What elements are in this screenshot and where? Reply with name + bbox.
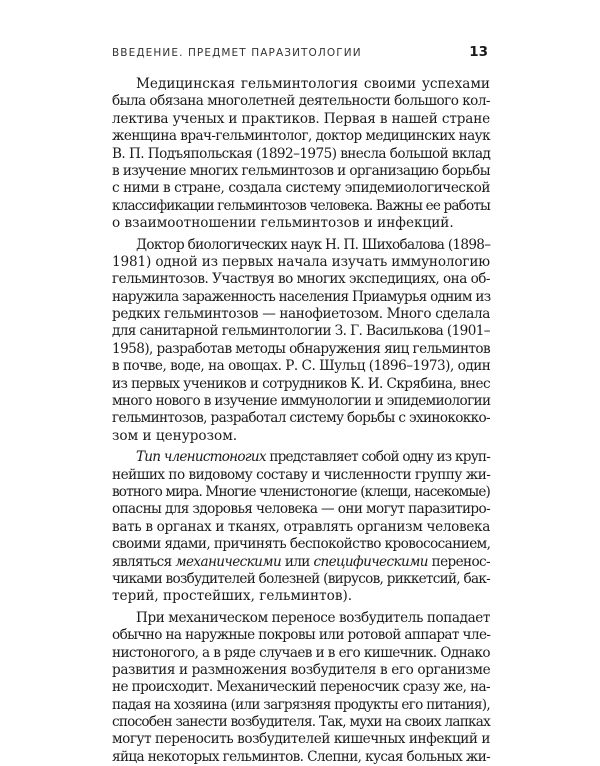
italic-term: специфическими [313,553,428,570]
text-run: перенос- [427,553,490,570]
text-line [112,467,490,484]
text-run: лектива ученых и практиков. Первая в нашей стране [112,110,490,127]
text-line [112,714,490,731]
text-line [112,215,490,232]
text-run: с ними в стране, создала систему эпидемиологической [112,180,490,197]
text-line [112,554,490,571]
text-line [112,588,490,605]
text-line [112,662,490,679]
body-text [112,76,490,766]
text-run: развития и размножения возбудителя в его организме [112,661,491,678]
text-run: женщина врач-гельминтолог, доктор медицинских наук [112,128,490,145]
text-line [112,449,490,466]
text-run: терий, простейших, гельминтов). [112,588,353,605]
text-run: падая на хозяина (или загрязняя продукты его питания), [112,696,490,713]
text-line [112,610,490,627]
text-line [112,93,490,110]
italic-term: механическими [175,553,282,570]
text-line [112,163,490,180]
text-line [112,289,490,306]
text-run: редких гельминтозов — нанофиетозом. Много сделала [112,306,490,323]
page-number: 13 [469,44,488,60]
paragraph [112,449,490,606]
text-line [112,111,490,128]
text-run: 1981) одной из первых начала изучать иммунологию [112,253,490,270]
text-run: способен занести возбудителя. Так, мухи на своих лапках [112,714,490,731]
text-run: или [281,553,314,570]
text-line [112,341,490,358]
text-line [112,146,490,163]
text-line [112,410,490,427]
paragraph [112,610,490,766]
text-line [112,237,490,254]
text-line [112,271,490,288]
text-run: в почве, воде, на овощах. Р. С. Шульц (1896–1973), один [112,358,491,375]
text-line [112,254,490,271]
text-run: опасны для здоровья человека — они могут паразитиро- [112,501,491,518]
text-run: классификации гельминтозов человека. Важны ее работы [112,197,490,214]
text-line [112,393,490,410]
text-run: При механическом переносе возбудитель попадает [136,609,490,626]
text-run: обычно на наружные покровы или ротовой аппарат чле- [112,627,491,644]
text-line [112,484,490,501]
text-run: из первых учеников и сотрудников К. И. Скрябина, внес [112,375,490,392]
text-line [112,749,490,766]
text-line [112,198,490,215]
text-run: Медицинская гельминтология своими успехами [136,76,490,92]
text-run: нистоногого, а в ряде случаев и в его кишечник. Однако [112,644,490,661]
text-run: о взаимоотношении гельминтозов и инфекций. [112,215,454,232]
text-run: являться [112,553,176,570]
text-line [112,128,490,145]
text-line [112,731,490,748]
text-run: не происходит. Механический переносчик сразу же, на- [112,679,490,696]
text-line [112,428,490,445]
text-line [112,76,490,93]
text-run: нейших по видовому составу и численности группу жи- [112,466,491,483]
text-run: В. П. Подъяпольская (1892–1975) внесла большой вклад [112,145,491,162]
text-run: вотного мира. Многие членистоногие (клещи, насекомые) [112,483,490,500]
text-line [112,180,490,197]
text-run: для санитарной гельминтологии З. Г. Василькова (1901– [112,323,490,340]
text-run: Доктор биологических наук Н. П. Шихобалова (1898– [136,236,491,253]
text-line [112,376,490,393]
text-line [112,627,490,644]
text-line [112,358,490,375]
text-run: могут переносить возбудителей кишечных инфекций и [112,731,490,748]
text-run: представляет собой одну из круп- [265,449,491,466]
text-run: яйца некоторых гельминтов. Слепни, кусая больных жи- [112,748,491,765]
paragraph [112,237,490,446]
text-line [112,536,490,553]
italic-term: Тип членистоногих [136,449,266,466]
text-run: своими ядами, причинять беспокойство кровососанием, [112,536,491,553]
text-line [112,679,490,696]
text-line [112,645,490,662]
paragraph [112,76,490,233]
text-run: была обязана многолетней деятельности большого кол- [112,93,490,110]
text-run: гельминтозов. Участвуя во многих экспедициях, она об- [112,271,490,288]
text-line [112,323,490,340]
text-line [112,306,490,323]
text-line [112,571,490,588]
text-line [112,697,490,714]
text-line [112,519,490,536]
text-run: зом и ценурозом. [112,427,238,444]
text-run: 1958), разработав методы обнаружения яиц гельминтов [112,340,491,357]
text-run: в изучение многих гельминтозов и организацию борьбы [112,162,490,179]
text-run: гельминтозов, разработал систему борьбы с эхинококко- [112,410,490,427]
running-head: ВВЕДЕНИЕ. ПРЕДМЕТ ПАРАЗИТОЛОГИИ [112,47,362,59]
text-run: наружила зараженность населения Приамурья одним из [112,288,491,305]
text-line [112,501,490,518]
text-run: много нового в изучение иммунологии и эпидемиологии [112,393,491,410]
text-run: чиками возбудителей болезней (вирусов, риккетсий, бак- [112,570,490,587]
text-run: вать в органах и тканях, отравлять организм человека [112,518,490,535]
